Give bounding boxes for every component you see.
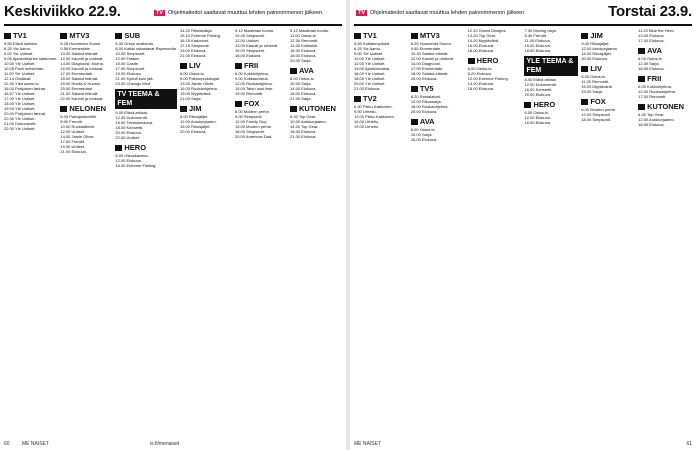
program-listing: 17.00 Emmerdale. xyxy=(60,71,94,76)
program-listing: 16.00 Konsertti. xyxy=(524,87,553,92)
program-listing: 9.00 Urheilu. xyxy=(354,109,377,114)
channel-header xyxy=(581,31,635,40)
program-listing: 15.10 Extreme Fishing. xyxy=(179,33,222,38)
magazine-name: ME NAISET xyxy=(354,441,381,447)
program-listing: 14.00 Jamie Oliver. xyxy=(60,134,95,139)
program-listing: 6.00 Kokkiohjelma. xyxy=(638,84,672,89)
program-listing: 21.00 Elokuva. xyxy=(60,149,87,154)
channel-header xyxy=(4,31,57,40)
program-listing: 8.00 Elävä arkisto. xyxy=(524,77,558,82)
program-listing: 20.00 American Dad. xyxy=(235,134,273,139)
channel-header xyxy=(115,89,177,109)
channel-header xyxy=(60,31,112,40)
program-listing: 12.00 Autokorjaamo. xyxy=(638,117,675,122)
program-listing: 8.40 Frendit. xyxy=(524,33,547,38)
program-listing: 22.00 Kauniit ja rohkeat. xyxy=(60,96,104,101)
channel-name: FRII xyxy=(244,61,259,70)
program-listing: 18.00 Elokuva. xyxy=(638,122,665,127)
channel-logo-icon xyxy=(581,33,588,39)
channel-header xyxy=(411,117,465,126)
channel-logo-icon xyxy=(235,63,242,69)
program-listing: 17.00 Yle Uutiset. xyxy=(4,96,36,101)
left-page xyxy=(0,0,346,450)
schedule-column xyxy=(468,28,522,436)
program-listing: 6.30 Pikku Kakkonen. xyxy=(354,104,393,109)
program-listing: 23.00 Chicago Med. xyxy=(115,81,152,86)
channel-logo-icon xyxy=(581,66,588,72)
tagline-text: Ohjelmatiedot saattavat muuttua lehden painoonmenon jälkeen. xyxy=(168,10,324,16)
program-listing: 11.00 Elokuva. xyxy=(524,38,551,43)
program-listing: 16.00 Ruokaohjelma. xyxy=(410,104,449,109)
program-listing: 20.00 Elokuva. xyxy=(179,129,207,134)
channel-name: FOX xyxy=(244,99,260,108)
program-listing: 16.00 Rikosjäljet. xyxy=(179,124,211,129)
program-listing: 20.00 Elokuva. xyxy=(524,92,551,97)
program-listing: 15.00 Simpsonit. xyxy=(235,48,265,53)
channel-name: AVA xyxy=(419,117,435,126)
program-listing: 20.00 Elokuva. xyxy=(115,130,142,135)
program-listing: 15.00 Castle. xyxy=(115,61,139,66)
program-listing: 10.00 Ruokalähetti. xyxy=(60,124,95,129)
channel-name: HERO xyxy=(124,143,147,152)
channel-name: KUTONEN xyxy=(299,104,336,113)
channel-logo-icon xyxy=(235,101,242,107)
program-listing: 21.00 Kylmä kuin jää. xyxy=(115,76,154,81)
program-listing: 12.00 Dokumentti. xyxy=(115,115,148,120)
program-listing: 8.20 Elokuva. xyxy=(467,71,492,76)
channel-name: NELONEN xyxy=(69,104,107,113)
channel-name: LIV xyxy=(188,61,201,70)
schedule-column xyxy=(290,28,342,436)
program-listing: 17.00 Frendit. xyxy=(60,139,86,144)
program-listing: 12.00 Dokumentti. xyxy=(524,82,557,87)
program-listing: 11.00 Yle Uutiset. xyxy=(4,71,36,76)
channel-logo-icon xyxy=(4,33,11,39)
channel-name: SUB xyxy=(124,31,141,40)
channel-name: AVA xyxy=(647,46,662,55)
program-listing: 16.00 Extreme Fishing. xyxy=(115,163,157,168)
program-listing: 9.00 Yle Uutiset. xyxy=(354,51,384,56)
program-listing: 14.00 Elokuva. xyxy=(290,86,317,91)
program-listing: 20.00 Pohjoisen tarinat. xyxy=(4,111,47,116)
channel-header xyxy=(180,61,232,70)
magazine-url: is.fi/menaiset xyxy=(150,441,180,447)
channel-logo-icon xyxy=(354,96,361,102)
program-listing: 19.00 Myytävänä. xyxy=(179,91,212,96)
program-listing: 10.05 Puoli seitsemän. xyxy=(4,66,45,71)
schedule-column xyxy=(60,28,112,436)
program-listing: 17.00 Elokuva. xyxy=(638,38,665,43)
program-listing: 18.00 Elokuva. xyxy=(467,48,495,53)
program-listing: 6.30 Top Gear. xyxy=(290,114,317,119)
program-listing: 16.00 Elokuva. xyxy=(524,120,551,125)
channel-logo-icon xyxy=(115,33,122,39)
program-listing: 8.00 Kaikki rakastavat Raymondia. xyxy=(115,46,177,51)
program-listing: 12.00 Ruokaohjelma. xyxy=(235,81,273,86)
program-listing: 8.00 Frendit. xyxy=(60,119,83,124)
program-listing: 6.00 Ostos-tv. xyxy=(290,76,315,81)
program-listing: 20.00 Emmerdale. xyxy=(60,86,94,91)
page-header xyxy=(4,2,342,26)
program-listing: 15.00 Myytävänä. xyxy=(581,84,613,89)
channel-name: MTV3 xyxy=(419,31,440,40)
program-listing: 20.00 Elokuva. xyxy=(410,109,438,114)
program-listing: 18.00 Simpsonit. xyxy=(235,129,265,134)
channel-header xyxy=(354,94,408,103)
channel-logo-icon xyxy=(581,99,588,105)
program-listing: 14.00 Elokuva. xyxy=(467,81,495,86)
program-listing: 6.00 Ostos-tv. xyxy=(410,127,436,132)
program-listing: 9.00 Rikosjäljet. xyxy=(581,41,610,46)
program-listing: 6.00 Painajaiskeittiö. xyxy=(60,114,98,119)
program-listing: 9.55 Emmerdale. xyxy=(410,46,442,51)
channel-header xyxy=(638,46,692,55)
program-listing: 18.00 Salatut elämät. xyxy=(410,71,449,76)
channel-logo-icon xyxy=(638,76,645,82)
schedule-column xyxy=(235,28,287,436)
channel-header xyxy=(354,31,408,40)
program-listing: 9.00 Elävä arkisto. xyxy=(115,110,149,115)
program-listing: 20.30 Yle Uutiset. xyxy=(4,116,36,121)
program-listing: 18.00 Simpsonit. xyxy=(581,117,612,122)
program-listing: 11.00 Remontti. xyxy=(581,79,610,84)
program-listing: 12.00 Autokorjaamo. xyxy=(179,119,217,124)
program-listing: 10.00 Yle Uutiset. xyxy=(4,61,36,66)
program-listing: 16.00 Elokuva. xyxy=(467,43,495,48)
channel-logo-icon xyxy=(638,48,645,54)
channel-header xyxy=(411,84,465,93)
program-listing: 15.00 Talon uusi ilme. xyxy=(235,86,274,91)
schedule-column xyxy=(180,28,232,436)
magazine-name: ME NAISET xyxy=(22,441,49,447)
channel-name: FOX xyxy=(590,97,606,106)
channel-logo-icon xyxy=(290,68,297,74)
channel-name: LIV xyxy=(590,64,602,73)
program-listing: 6.00 Modern perhe. xyxy=(581,107,617,112)
schedule-columns xyxy=(354,28,692,436)
program-listing: 22.00 Yle Uutiset. xyxy=(4,126,36,131)
program-listing: 6.00 Kokkiohjelma. xyxy=(235,71,269,76)
program-listing: 16.00 Urheilu. xyxy=(354,119,379,124)
program-listing: 16.00 Elokuva. xyxy=(410,137,438,142)
program-listing: 21.00 Sarja. xyxy=(179,96,202,101)
program-listing: 9.00 Painonpudottajat. xyxy=(179,76,221,81)
program-listing: 12.00 Kauniit ja rohkeat. xyxy=(410,56,454,61)
program-listing: 6.30 Top Gear. xyxy=(638,112,665,117)
channel-header xyxy=(290,104,342,113)
program-listing: 21.00 Elokuva. xyxy=(290,134,317,139)
program-listing: 12.00 Elokuva. xyxy=(115,158,142,163)
program-listing: 6.00 Ostos-tv. xyxy=(179,71,205,76)
program-listing: 10.00 Simpsonit. xyxy=(115,51,146,56)
program-listing: 15.00 Teemaelokuva. xyxy=(115,120,154,125)
program-listing: 18.00 Konsertti. xyxy=(115,125,144,130)
channel-name: HERO xyxy=(476,56,499,65)
program-listing: 13.00 Ajankohtaista. xyxy=(354,66,391,71)
program-listing: 13.00 Kauniit ja rohkeat. xyxy=(235,43,279,48)
channel-name: JIM xyxy=(188,104,202,113)
program-listing: 16.00 Yle Uutiset. xyxy=(354,71,386,76)
schedule-column xyxy=(581,28,635,436)
channel-name: YLE TEEMA & FEM xyxy=(526,58,574,74)
program-listing: 19.00 Huvila & Huussi. xyxy=(60,81,101,86)
program-listing: 5.55 Elävä luettelo. xyxy=(4,41,39,46)
page-header xyxy=(354,2,692,26)
schedule-column xyxy=(411,28,465,436)
schedule-column xyxy=(638,28,692,436)
program-listing: 10.30 Salatut elämät. xyxy=(410,51,449,56)
program-listing: 17.00 Remontti. xyxy=(638,94,667,99)
program-listing: 10.00 Sarja. xyxy=(290,81,312,86)
channel-logo-icon xyxy=(290,106,297,112)
program-listing: 6.00 Ostos-tv. xyxy=(467,66,493,71)
channel-name: TV1 xyxy=(13,31,27,40)
program-listing: 12.00 Kauniit ja rohkeat. xyxy=(60,56,104,61)
program-listing: 9.12 Maailman luonto. xyxy=(235,28,275,33)
program-listing: 10.45 Simpsonit. xyxy=(235,33,265,38)
program-listing: 13.20 Top Gear. xyxy=(467,33,497,38)
program-listing: 10.00 Yle Uutiset. xyxy=(354,56,386,61)
channel-logo-icon xyxy=(411,86,418,92)
program-listing: 16.57 Yle Uutiset. xyxy=(4,91,36,96)
program-listing: 6.25 Yle Aamu. xyxy=(4,46,32,51)
program-listing: 12.00 Sarja. xyxy=(638,61,660,66)
channel-header xyxy=(468,56,522,65)
channel-logo-icon xyxy=(60,33,67,39)
program-listing: 19.00 Remontti. xyxy=(235,91,264,96)
channel-header xyxy=(524,100,578,109)
program-listing: 8.00 Rikosjäljet. xyxy=(179,114,209,119)
program-listing: 12.00 Frasier. xyxy=(115,56,140,61)
program-listing: 10.30 Salatut elämät. xyxy=(60,51,99,56)
program-listing: 9.05 Ajankohtainen kakkonen. xyxy=(4,56,58,61)
channel-header xyxy=(411,31,465,40)
program-listing: 21.00 Elokuva. xyxy=(179,53,207,58)
program-listing: 19.30 Uutiset. xyxy=(60,144,86,149)
channel-header xyxy=(290,66,342,75)
program-listing: 15.00 Rikosjäljet. xyxy=(581,51,612,56)
channel-header xyxy=(638,74,692,83)
program-listing: 16.15 Kadonnut. xyxy=(179,38,210,43)
program-listing: 10.00 Sarja. xyxy=(410,132,433,137)
program-listing: 14.00 Top Gear. xyxy=(290,124,319,129)
program-listing: 21.00 Salatut elämät. xyxy=(60,91,99,96)
channel-name: TV TEEMA & FEM xyxy=(117,91,160,107)
program-listing: 6.00 Ostos-tv. xyxy=(638,56,663,61)
schedule-column xyxy=(4,28,57,436)
program-listing: 10.00 Extreme Fishing. xyxy=(467,76,509,81)
channel-header xyxy=(638,102,692,111)
channel-logo-icon xyxy=(115,145,122,151)
program-listing: 6.25 Huomenta Suomi. xyxy=(60,41,102,46)
program-listing: 9.12 Maailman luonto. xyxy=(290,28,330,33)
program-listing: 12.00 Autokorjaamo. xyxy=(581,46,619,51)
channel-name: AVA xyxy=(299,66,314,75)
program-listing: 21.00 Sarja. xyxy=(290,96,312,101)
program-listing: 18.00 Elokuva. xyxy=(467,86,495,91)
program-listing: 20.00 Sarja. xyxy=(290,58,312,63)
program-listing: 8.20 Rantalaivat. xyxy=(410,94,441,99)
program-listing: 18.00 Elokuva. xyxy=(290,91,317,96)
channel-logo-icon xyxy=(180,106,187,112)
program-listing: 8.00 Ostoskanava. xyxy=(115,153,149,158)
program-listing: 12.00 Rikossarja. xyxy=(410,99,442,104)
program-listing: 12.00 Simpsonit. xyxy=(581,112,612,117)
program-listing: 6.00 Modern perhe. xyxy=(235,109,270,114)
tagline xyxy=(154,10,324,16)
program-listing: 14.00 Diagnoosi: Murha. xyxy=(60,61,104,66)
program-listing: 21.00 Elokuva. xyxy=(354,86,381,91)
program-listing: 12.00 Uutiset. xyxy=(60,129,86,134)
program-listing: 14.00 Kotikokki. xyxy=(290,43,319,48)
channel-header xyxy=(235,99,287,108)
program-listing: 9.55 Emmerdale. xyxy=(60,46,91,51)
program-listing: 12.00 Family Guy. xyxy=(235,119,268,124)
program-listing: 14.00 Diagnoosi. xyxy=(410,61,441,66)
channel-logo-icon xyxy=(60,106,67,112)
program-listing: 13.00 Elokuva. xyxy=(638,33,665,38)
program-listing: 12.30 Ylen aamu-tv. xyxy=(4,81,40,86)
channel-header xyxy=(60,104,112,113)
program-listing: 18.00 Elokuva. xyxy=(290,129,317,134)
page-number: 60 xyxy=(4,441,10,447)
program-listing: 20.00 Yle Uutiset. xyxy=(354,81,386,86)
tagline-text: Ohjelmatiedot saattavat muuttua lehden painoonmenon jälkeen. xyxy=(370,10,526,16)
program-listing: 12.30 Remontti. xyxy=(290,38,319,43)
program-listing: 19.00 Yle Uutiset. xyxy=(4,106,36,111)
program-listing: 17.15 Simpsonit. xyxy=(179,43,210,48)
program-listing: 15.00 Elokuva. xyxy=(524,43,551,48)
program-listing: 5.55 Kultatumpilokit. xyxy=(354,41,391,46)
program-listing: 19.00 Elokuva. xyxy=(115,71,142,76)
program-listing: 18.00 Yle Uutiset. xyxy=(354,76,386,81)
program-listing: 12.00 Ruokaohjelma. xyxy=(638,89,676,94)
program-listing: 12.00 Yle Uutiset. xyxy=(354,61,386,66)
program-listing: 6.00 Ostos-tv. xyxy=(581,74,606,79)
channel-header xyxy=(115,31,177,40)
schedule-column xyxy=(115,28,177,436)
right-page xyxy=(350,0,696,450)
program-listing: 11.20 Blue the Hero. xyxy=(638,28,675,33)
page-number: 61 xyxy=(686,441,692,447)
channel-logo-icon xyxy=(180,63,187,69)
program-listing: 20.00 Elokuva. xyxy=(410,76,438,81)
channel-header xyxy=(581,97,635,106)
program-listing: 7.40 Moving days. xyxy=(524,28,557,33)
program-listing: 17.00 Simpsonit. xyxy=(115,66,146,71)
channel-logo-icon xyxy=(411,33,418,39)
channel-name: MTV3 xyxy=(69,31,90,40)
channel-logo-icon xyxy=(638,104,645,110)
program-listing: 18.00 Elokuva. xyxy=(524,48,551,53)
tagline xyxy=(356,10,526,16)
program-listing: 10.00 Autokorjaamo. xyxy=(290,119,327,124)
channel-logo-icon xyxy=(354,33,361,39)
program-listing: 20.00 Elokuva. xyxy=(581,56,608,61)
channel-logo-icon xyxy=(524,102,531,108)
program-listing: 14.20 Rikostutkija. xyxy=(179,28,213,33)
program-listing: 12.00 Pikku Kakkonen. xyxy=(354,114,395,119)
channel-name: HERO xyxy=(533,100,556,109)
program-listing: 19.00 Elokuva. xyxy=(179,48,207,53)
program-listing: 6.00 Ostos-tv. xyxy=(524,110,550,115)
channel-name: KUTONEN xyxy=(647,102,685,111)
channel-header xyxy=(115,143,177,152)
program-listing: 6.25 Huomenta Suomi. xyxy=(410,41,452,46)
program-listing: 14.20 Myytävänä. xyxy=(467,38,500,43)
schedule-column xyxy=(524,28,578,436)
channel-header xyxy=(180,104,232,113)
schedule-column xyxy=(354,28,408,436)
program-listing: 21.00 Dokumentti. xyxy=(4,121,37,126)
tv-badge: TV xyxy=(156,10,164,16)
program-listing: 16.00 Ruokaohjelma. xyxy=(179,86,218,91)
program-listing: 11.00 Ostos-tv. xyxy=(290,33,317,38)
program-listing: 18.00 Elokuva. xyxy=(235,53,262,58)
program-listing: 12.00 Elokuva. xyxy=(524,115,551,120)
program-listing: 6.25 Yle Aamu. xyxy=(354,46,382,51)
program-listing: 17.00 Emmerdale. xyxy=(410,66,444,71)
channel-name: FRII xyxy=(647,74,662,83)
program-listing: 18.00 Yle Uutiset. xyxy=(4,101,36,106)
program-listing: 9.00 Simpsonit. xyxy=(235,114,263,119)
program-listing: 19.00 Sarja. xyxy=(581,89,603,94)
program-listing: 19.00 Urheilu. xyxy=(354,124,379,129)
day-title: Torstai 23.9. xyxy=(608,3,692,20)
channel-header xyxy=(524,56,578,76)
channel-header xyxy=(581,64,635,73)
program-listing: 12.20 Grand Designs. xyxy=(467,28,507,33)
program-listing: 9.00 Kotikaunistus. xyxy=(235,76,269,81)
program-listing: 18.00 Salatut elämät. xyxy=(60,76,99,81)
program-listing: 16.00 Elokuva. xyxy=(290,48,317,53)
program-listing: 22.00 Uutiset. xyxy=(115,135,141,140)
program-listing: 15.00 Pohjoisen tarinat. xyxy=(4,86,47,91)
program-listing: 16.00 Kauniit ja rohkeat. xyxy=(60,66,104,71)
channel-logo-icon xyxy=(411,119,418,125)
program-listing: 15.00 Modern perhe. xyxy=(235,124,273,129)
day-title: Keskiviikko 22.9. xyxy=(4,3,121,20)
program-listing: 18.00 Elokuva. xyxy=(638,66,665,71)
schedule-columns xyxy=(4,28,342,436)
program-listing: 9.00 Yle Uutiset. xyxy=(4,51,34,56)
program-listing: 12.14 Oddasat. xyxy=(4,76,32,81)
program-listing: 12.00 Uutiset. xyxy=(235,38,260,43)
program-listing: 13.00 Jamie Oliver. xyxy=(179,81,215,86)
tv-badge: TV xyxy=(358,10,366,16)
channel-name: JIM xyxy=(590,31,603,40)
channel-name: TV1 xyxy=(363,31,377,40)
program-listing: 6.30 Greyn anatomia. xyxy=(115,41,154,46)
channel-name: TV5 xyxy=(419,84,434,93)
channel-header xyxy=(235,61,287,70)
channel-logo-icon xyxy=(468,58,475,64)
program-listing: 18.00 Elokuva. xyxy=(290,53,317,58)
channel-name: TV2 xyxy=(363,94,377,103)
